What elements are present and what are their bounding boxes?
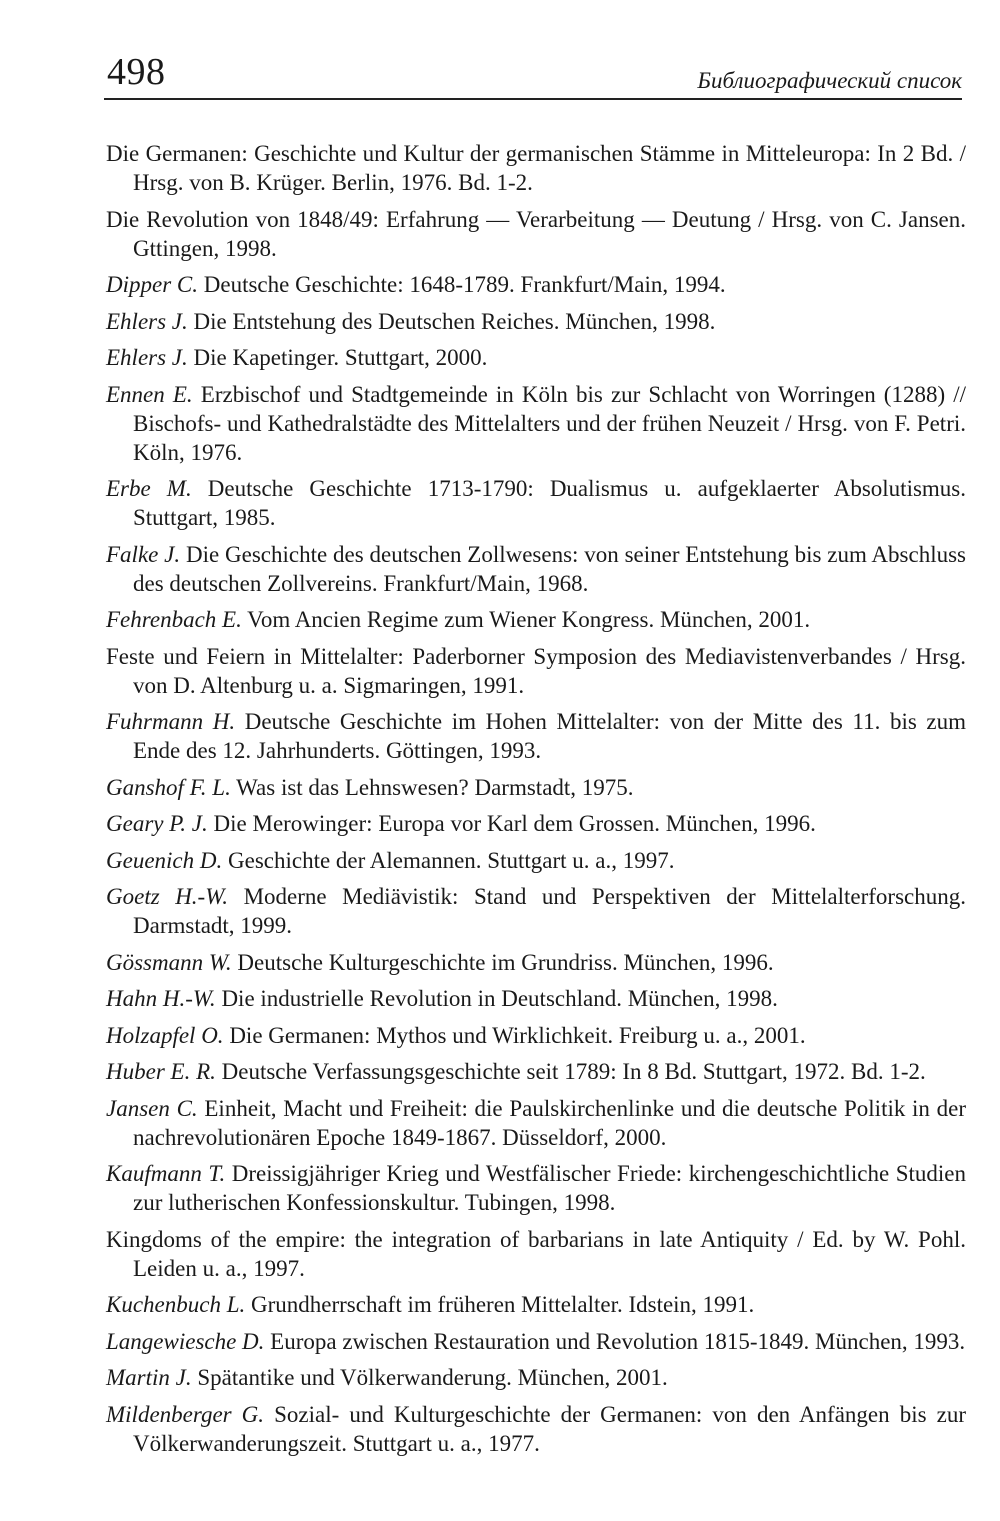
entry-author: Huber E. R.: [106, 1059, 216, 1084]
entry-text: Die Kapetinger. Stuttgart, 2000.: [193, 345, 488, 370]
entry-author: Holzapfel O.: [106, 1022, 224, 1048]
entry-text: Geschichte der Alemannen. Stuttgart u. a., 1997.: [228, 847, 675, 873]
bibliography-entry: [106, 846, 966, 875]
entry-text: Kingdoms of the empire: the integration of barbarians in late Antiquity / Ed. by W. Pohl. Leiden u. a., 1997.: [106, 1226, 966, 1281]
entry-text: Die Revolution von 1848/49: Erfahrung — Verarbeitung — Deutung / Hrsg. von C. Jansen. Gttingen, 1998.: [106, 206, 966, 261]
entry-author: Geary P. J.: [106, 811, 208, 836]
entry-author: Martin J.: [106, 1365, 192, 1390]
bibliography-entry: [106, 540, 966, 598]
entry-text: Die Entstehung des Deutschen Reiches. München, 1998.: [193, 308, 716, 334]
bibliography-entry: [106, 1327, 966, 1356]
bibliography-entry: [106, 1290, 966, 1319]
bibliography-entry: [106, 707, 966, 765]
bibliography-entry: [106, 1057, 966, 1086]
bibliography-entry: [106, 205, 966, 263]
entry-author: Erbe M.: [106, 476, 192, 501]
bibliography-entry: [106, 1363, 966, 1392]
entry-author: Kaufmann T.: [106, 1161, 226, 1186]
entry-author: Goetz H.-W.: [106, 884, 229, 909]
entry-author: Hahn H.-W.: [106, 986, 216, 1011]
entry-author: Gössmann W.: [106, 949, 232, 975]
bibliography-entry: [106, 882, 966, 940]
entry-text: Feste und Feiern in Mittelalter: Paderborner Symposion des Mediavistenverbandes / Hrsg. von D. Altenburg u. a. Sigmaringen, 1991.: [106, 643, 966, 698]
bibliography-entry: [106, 139, 966, 197]
entry-author: Falke J.: [106, 541, 181, 567]
entry-text: Einheit, Macht und Freiheit: die Paulskirchenlinke und die deutsche Politik in der nachrevolutionären Epoche 1849-1867. Düsseldorf, 2000.: [133, 1095, 967, 1150]
entry-author: Dipper C.: [106, 272, 198, 297]
bibliography-entry: [106, 605, 966, 634]
entry-text: Die industrielle Revolution in Deutschland. München, 1998.: [221, 986, 778, 1011]
entry-author: Jansen C.: [106, 1095, 198, 1121]
entry-text: Die Germanen: Geschichte und Kultur der germanischen Stämme in Mitteleuropa: In 2 Bd. / Hrsg. von B. Krüger. Berlin, 1976. Bd. 1-2.: [106, 141, 966, 195]
entry-text: Was ist das Lehnswesen? Darmstadt, 1975.: [236, 774, 634, 800]
entry-text: Deutsche Geschichte: 1648-1789. Frankfurt/Main, 1994.: [203, 272, 726, 297]
bibliography-entry: [106, 307, 966, 336]
bibliography-entry: [106, 948, 966, 977]
bibliography-entry: [106, 343, 966, 372]
entry-author: Ehlers J.: [106, 345, 188, 370]
bibliography-entry: [106, 809, 966, 838]
entry-text: Deutsche Kulturgeschichte im Grundriss. München, 1996.: [237, 949, 774, 975]
bibliography-entry: [106, 773, 966, 802]
header-rule: [104, 98, 962, 100]
entry-author: Mildenberger G.: [106, 1401, 265, 1427]
entry-author: Fuhrmann H.: [106, 709, 236, 734]
entry-text: Vom Ancien Regime zum Wiener Kongress. München, 2001.: [247, 607, 811, 632]
bibliography-entry: [106, 1094, 966, 1152]
entry-text: Die Germanen: Mythos und Wirklichkeit. Freiburg u. a., 2001.: [229, 1022, 806, 1048]
entry-author: Ennen E.: [106, 381, 193, 407]
entry-text: Europa zwischen Restauration und Revolution 1815-1849. München, 1993.: [270, 1328, 966, 1354]
entry-author: Kuchenbuch L.: [106, 1292, 246, 1317]
bibliography-entry: [106, 642, 966, 700]
page-number: 498: [107, 51, 166, 93]
entry-text: Sozial- und Kulturgeschichte der Germanen: von den Anfängen bis zur Völkerwanderungszeit. Stuttgart u. a., 1977.: [133, 1401, 966, 1456]
entry-author: Ganshof F. L.: [106, 774, 231, 800]
entry-text: Erzbischof und Stadtgemeinde in Köln bis zur Schlacht von Worringen (1288) // Bischofs- und Kathedralstädte des Mittelalters und der frühen Neuzeit / Hrsg. von F. Petri. Köln, 1976.: [133, 381, 967, 465]
entry-text: Die Geschichte des deutschen Zollwesens: von seiner Entstehung bis zum Abschluss des deutschen Zollvereins. Frankfurt/Main, 1968.: [133, 541, 966, 596]
bibliography-entry: [106, 1159, 966, 1217]
bibliography-entry: [106, 474, 966, 532]
bibliography-entry: [106, 984, 966, 1013]
entry-author: Langewiesche D.: [106, 1328, 265, 1354]
entry-text: Moderne Mediävistik: Stand und Perspektiven der Mittelalterforschung. Darmstadt, 1999.: [133, 884, 967, 938]
bibliography-entry: [106, 1400, 966, 1458]
entry-text: Deutsche Verfassungsgeschichte seit 1789: In 8 Bd. Stuttgart, 1972. Bd. 1-2.: [221, 1059, 926, 1084]
entry-author: Fehrenbach E.: [106, 607, 242, 632]
entry-text: Spätantike und Völkerwanderung. München, 2001.: [197, 1365, 668, 1390]
bibliography-entry: [106, 1021, 966, 1050]
entry-text: Deutsche Geschichte im Hohen Mittelalter: von der Mitte des 11. bis zum Ende des 12. Jahrhunderts. Göttingen, 1993.: [133, 709, 966, 763]
entry-text: Dreissigjähriger Krieg und Westfälischer Friede: kirchengeschichtliche Studien zur lutherischen Konfessionskultur. Tubingen, 1998.: [133, 1161, 967, 1215]
bibliography-entry: [106, 380, 966, 467]
entry-text: Die Merowinger: Europa vor Karl dem Grossen. München, 1996.: [213, 811, 816, 836]
running-title: Библиографический список: [697, 68, 962, 93]
bibliography-entry: [106, 1225, 966, 1283]
entry-text: Deutsche Geschichte 1713-1790: Dualismus u. aufgeklaerter Absolutismus. Stuttgart, 1985.: [133, 476, 966, 530]
entry-author: Geuenich D.: [106, 847, 223, 873]
bibliography-list: [106, 139, 966, 1465]
bibliography-entry: [106, 270, 966, 299]
entry-author: Ehlers J.: [106, 308, 188, 334]
entry-text: Grundherrschaft im früheren Mittelalter. Idstein, 1991.: [251, 1292, 755, 1317]
